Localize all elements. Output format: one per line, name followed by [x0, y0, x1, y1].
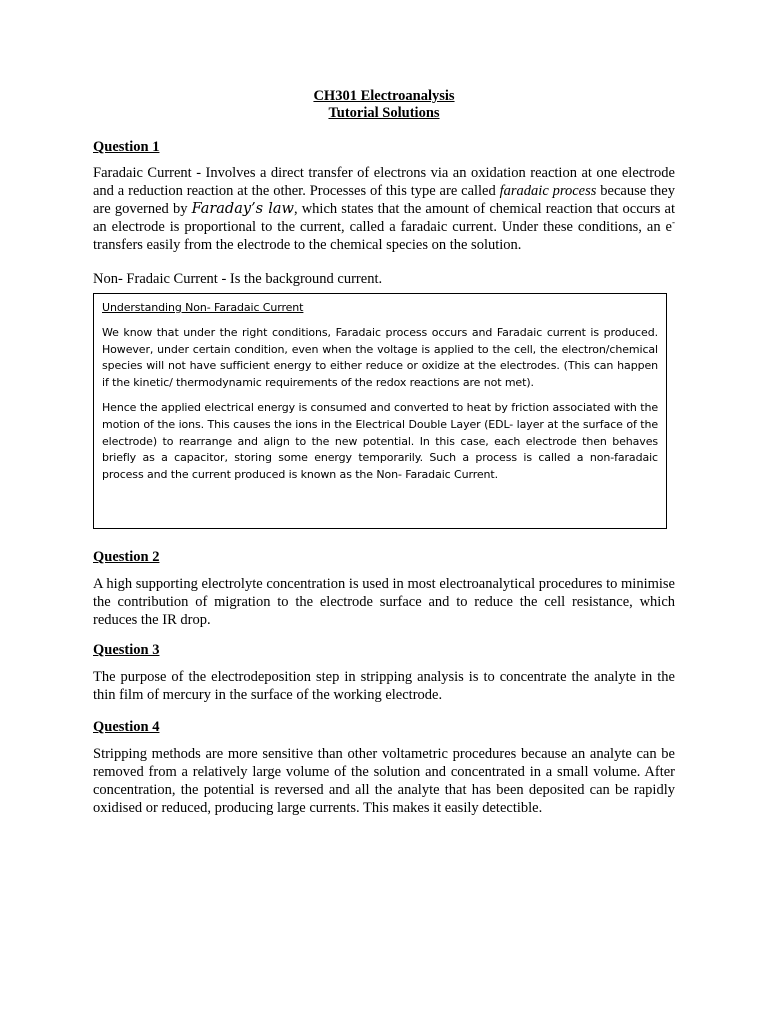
- faradaic-process-term: faradaic process: [499, 183, 597, 199]
- info-box-paragraph-1: We know that under the right conditions, Faradaic process occurs and Faradaic current is produced. However, under certain condition, even when the voltage is applied to the cell, the electron/chemical species will not have sufficient energy to either reduce or oxidize at the electrodes. (This can happen if the kinetic/ thermodynamic requirements of the redox reactions are not met).: [102, 325, 658, 390]
- question-2-heading: Question 2: [93, 549, 160, 565]
- document-subtitle: Tutorial Solutions: [328, 105, 440, 121]
- question-2-answer: A high supporting electrolyte concentration is used in most electroanalytical procedures to minimise the contribution of migration to the electrode surface and to reduce the cell resistance, which reduces the IR drop.: [93, 576, 675, 628]
- question-4-section: [93, 719, 675, 817]
- info-box-paragraph-2: Hence the applied electrical energy is consumed and converted to heat by friction associated with the motion of the ions. This causes the ions in the Electrical Double Layer (EDL- layer at the surface of the electrode) to rearrange and align to the new potential. In this case, each electrode then behaves briefly as a capacitor, storing some energy temporarily. Such a process is called a non-faradaic process and the current produced is known as the Non- Faradaic Current.: [102, 400, 658, 482]
- faradays-law-term: Faraday’s law: [191, 201, 294, 217]
- faradaic-current-paragraph: Faradaic Current - Involves a direct transfer of electrons via an oxidation reaction at one electrode and a reduction reaction at the other. Processes of this type are called faradaic process because they are governed by Faraday’s law, which states that the amount of chemical reaction that occurs at an electrode is proportional to the current, called a faradaic current. Under these conditions, an e- transfers easily from the electrode to the chemical species on the solution.: [93, 165, 675, 253]
- course-title: CH301 Electroanalysis: [313, 88, 455, 104]
- question-3-section: [93, 642, 675, 704]
- info-box-title: Understanding Non- Faradaic Current: [102, 301, 304, 314]
- question-1-section: [93, 139, 675, 288]
- document-title: [0, 88, 768, 122]
- non-faradaic-current-paragraph: Non- Fradaic Current - Is the background current.: [93, 271, 383, 287]
- question-3-heading: Question 3: [93, 642, 160, 658]
- question-4-heading: Question 4: [93, 719, 160, 735]
- question-1-heading: Question 1: [93, 139, 160, 155]
- non-faradaic-info-box: [93, 293, 667, 529]
- question-2-section: [93, 549, 675, 629]
- question-3-answer: The purpose of the electrodeposition step in stripping analysis is to concentrate the analyte in the thin film of mercury in the surface of the working electrode.: [93, 669, 675, 703]
- question-4-answer: Stripping methods are more sensitive than other voltametric procedures because an analyte can be removed from a relatively large volume of the solution and concentrated in a small volume. After concentration, the potential is reversed and all the analyte that has been deposited can be rapidly oxidised or reduced, producing large currents. This makes it easily detectible.: [93, 746, 675, 816]
